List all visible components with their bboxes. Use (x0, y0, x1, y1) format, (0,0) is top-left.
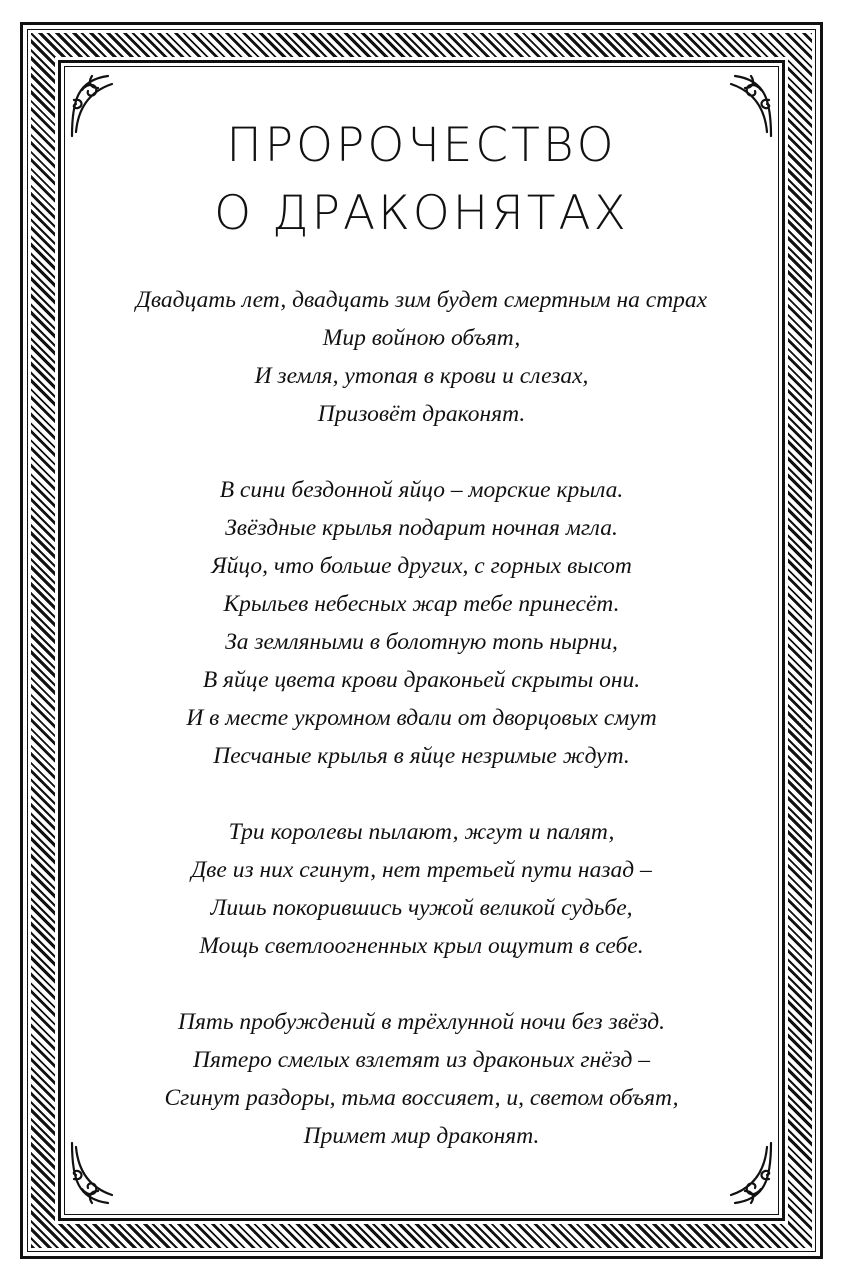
poem (80, 281, 763, 1155)
poem-line: Сгинут раздоры, тьма воссияет, и, светом объят, (164, 1085, 679, 1111)
poem-line: Яйцо, что больше других, с горных высот (211, 553, 632, 579)
poem-line: Крыльев небесных жар тебе принесёт. (223, 591, 620, 617)
poem-line: Песчаные крылья в яйце незримые ждут. (213, 743, 630, 769)
poem-line: Примет мир драконят. (303, 1123, 540, 1149)
stanza-2 (80, 471, 763, 775)
poem-line: Лишь покорившись чужой великой судьбе, (210, 895, 633, 921)
title-line-2: О ДРАКОНЯТАХ (214, 186, 629, 241)
stanza-1 (80, 281, 763, 433)
poem-line: Мощь светлоогненных крыл ощутит в себе. (199, 933, 644, 959)
poem-line: Три королевы пылают, жгут и палят, (228, 819, 615, 845)
poem-line: В яйце цвета крови драконьей скрыты они. (202, 667, 641, 693)
poem-line: Пятеро смелых взлетят из драконьих гнёзд – (193, 1047, 650, 1073)
title-line-1: ПРОРОЧЕСТВО (226, 118, 617, 173)
poem-line: Две из них сгинут, нет третьей пути назад – (191, 857, 652, 883)
poem-line: Звёздные крылья подарит ночная мгла. (225, 515, 618, 541)
stanza-4 (80, 1003, 763, 1155)
poem-line: Призовёт драконят. (317, 401, 526, 427)
poem-line: Мир войною объят, (322, 325, 521, 351)
poem-line: И в месте укромном вдали от дворцовых смут (186, 705, 657, 731)
poem-line: За земляными в болотную топь нырни, (225, 629, 618, 655)
poem-line: И земля, утопая в крови и слезах, (254, 363, 589, 389)
page-title (0, 112, 843, 248)
poem-line: Двадцать лет, двадцать зим будет смертным на страх (135, 287, 708, 313)
stanza-3 (80, 813, 763, 965)
poem-line: Пять пробуждений в трёхлунной ночи без звёзд. (178, 1009, 665, 1035)
poem-line: В сини бездонной яйцо – морские крыла. (219, 477, 624, 503)
